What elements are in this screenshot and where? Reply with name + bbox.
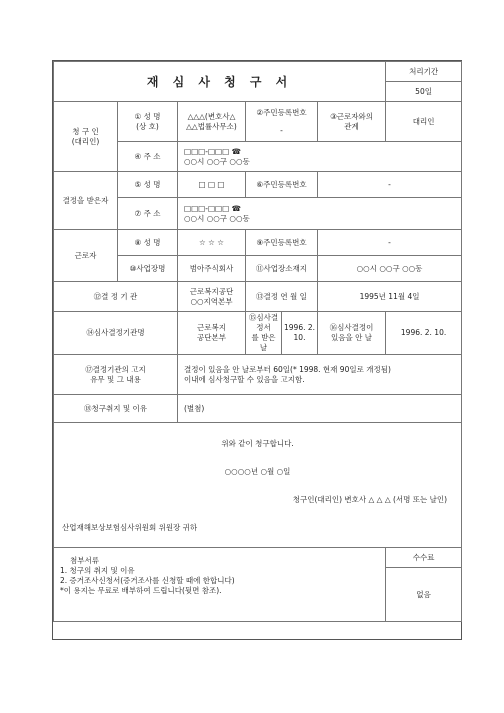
worker-reg-label: ⑨주민등록번호	[246, 230, 318, 256]
subject-addr-label: ⑦ 주 소	[118, 198, 178, 230]
fee-label: 수수료	[386, 548, 462, 568]
petition-form	[52, 60, 462, 640]
subject-reg-label: ⑥주민등록번호	[246, 172, 318, 198]
attachments-block	[54, 548, 386, 622]
purpose-label: ⑱청구취지 및 이유	[54, 395, 178, 423]
subject-addr-phone: □□□-□□□ ☎	[184, 203, 241, 213]
attachments-title: 첨부서류	[70, 556, 99, 565]
subject-section-label: 결정을 받은자	[54, 172, 118, 230]
notice-label: ⑰결정기관의 고지 유무 및 그 내용	[54, 355, 178, 395]
decision-org-label: ⑫결 정 기 관	[54, 282, 178, 312]
claimant-relation-value: 대리인	[386, 102, 462, 142]
claimant-reg-cell	[246, 102, 318, 142]
purpose-value: (별첨)	[178, 395, 462, 423]
decision-date-value: 1995년 11월 4일	[318, 282, 462, 312]
review-received-value: 1996. 2. 10.	[284, 323, 316, 342]
workplace-label: ⑩사업장명	[118, 256, 178, 282]
addressee: 산업재해보상보험심사위원회 위원장 귀하	[62, 523, 198, 532]
attachments-item-1: 1. 청구의 취지 및 이유	[60, 566, 135, 575]
form-title: 재 심 사 청 구 서	[54, 62, 386, 102]
subject-addr-value	[178, 198, 462, 230]
claimant-relation-label: ③근로자와의 관계	[318, 102, 386, 142]
review-received-label	[246, 312, 318, 355]
review-org-label: ⑭심사결정기관명	[54, 312, 178, 355]
claimant-addr-label: ④ 주 소	[118, 142, 178, 172]
claimant-section-label	[54, 102, 118, 172]
decision-org-value: 근로복지공단 ○○지역본부	[178, 282, 246, 312]
form-table	[53, 61, 462, 622]
workplace-value: 범아주식회사	[178, 256, 246, 282]
request-text: 위와 같이 청구합니다.	[221, 439, 294, 448]
workplace-addr-value: ○○시 ○○구 ○○동	[318, 256, 462, 282]
claimant-reg-value: -	[280, 125, 283, 135]
subject-name-label: ⑤ 성 명	[118, 172, 178, 198]
signature-line: 청구인(대리인) 변호사 △ △ △ (서명 또는 날인)	[292, 495, 448, 504]
fee-value: 없음	[386, 568, 462, 622]
decision-date-label: ⑬결정 연 월 일	[246, 282, 318, 312]
claimant-addr-value	[178, 142, 462, 172]
review-received-label-text: ⑮심사결정서 를 받은 날	[246, 312, 282, 354]
attachments-item-2: 2. 증거조사신청서(증거조사를 신청할 때에 한합니다)	[60, 576, 235, 585]
claimant-name-label: ① 성 명 (상 호)	[118, 102, 178, 142]
request-body	[54, 423, 462, 548]
request-date-line: ○○○○년 ○월 ○일	[224, 467, 291, 476]
subject-addr-text: ○○시 ○○구 ○○동	[184, 213, 250, 223]
claimant-reg-label: ②주민등록번호	[256, 107, 307, 117]
worker-reg-value: -	[318, 230, 462, 256]
processing-period-value: 50일	[386, 82, 462, 102]
subject-reg-value: -	[318, 172, 462, 198]
notice-value: 결정이 있음을 안 날로부터 60일(* 1998. 현재 90일로 개정됨) 이내에 심사청구할 수 있음을 고지함.	[178, 355, 462, 395]
worker-section-label: 근로자	[54, 230, 118, 282]
review-known-value: 1996. 2. 10.	[386, 312, 462, 355]
review-known-label: ⑯심사결정이 있음을 안 날	[318, 312, 386, 355]
claimant-label-text: 청 구 인 (대리인)	[71, 126, 100, 146]
workplace-addr-label: ⑪사업장소재지	[246, 256, 318, 282]
claimant-addr-phone: □□□-□□□ ☎	[184, 146, 241, 156]
subject-name-value: □ □ □	[178, 172, 246, 198]
attachments-note: *이 용지는 무료로 배부하여 드립니다(뒷면 참조).	[60, 586, 222, 595]
claimant-name-value: △△△(변호사△ △△법률사무소)	[178, 102, 246, 142]
worker-name-value: ☆ ☆ ☆	[178, 230, 246, 256]
worker-name-label: ⑧ 성 명	[118, 230, 178, 256]
review-org-value: 근로복지 공단본부	[178, 312, 246, 355]
processing-period-label: 처리기간	[386, 62, 462, 82]
claimant-addr-text: ○○시 ○○구 ○○동	[184, 156, 250, 166]
